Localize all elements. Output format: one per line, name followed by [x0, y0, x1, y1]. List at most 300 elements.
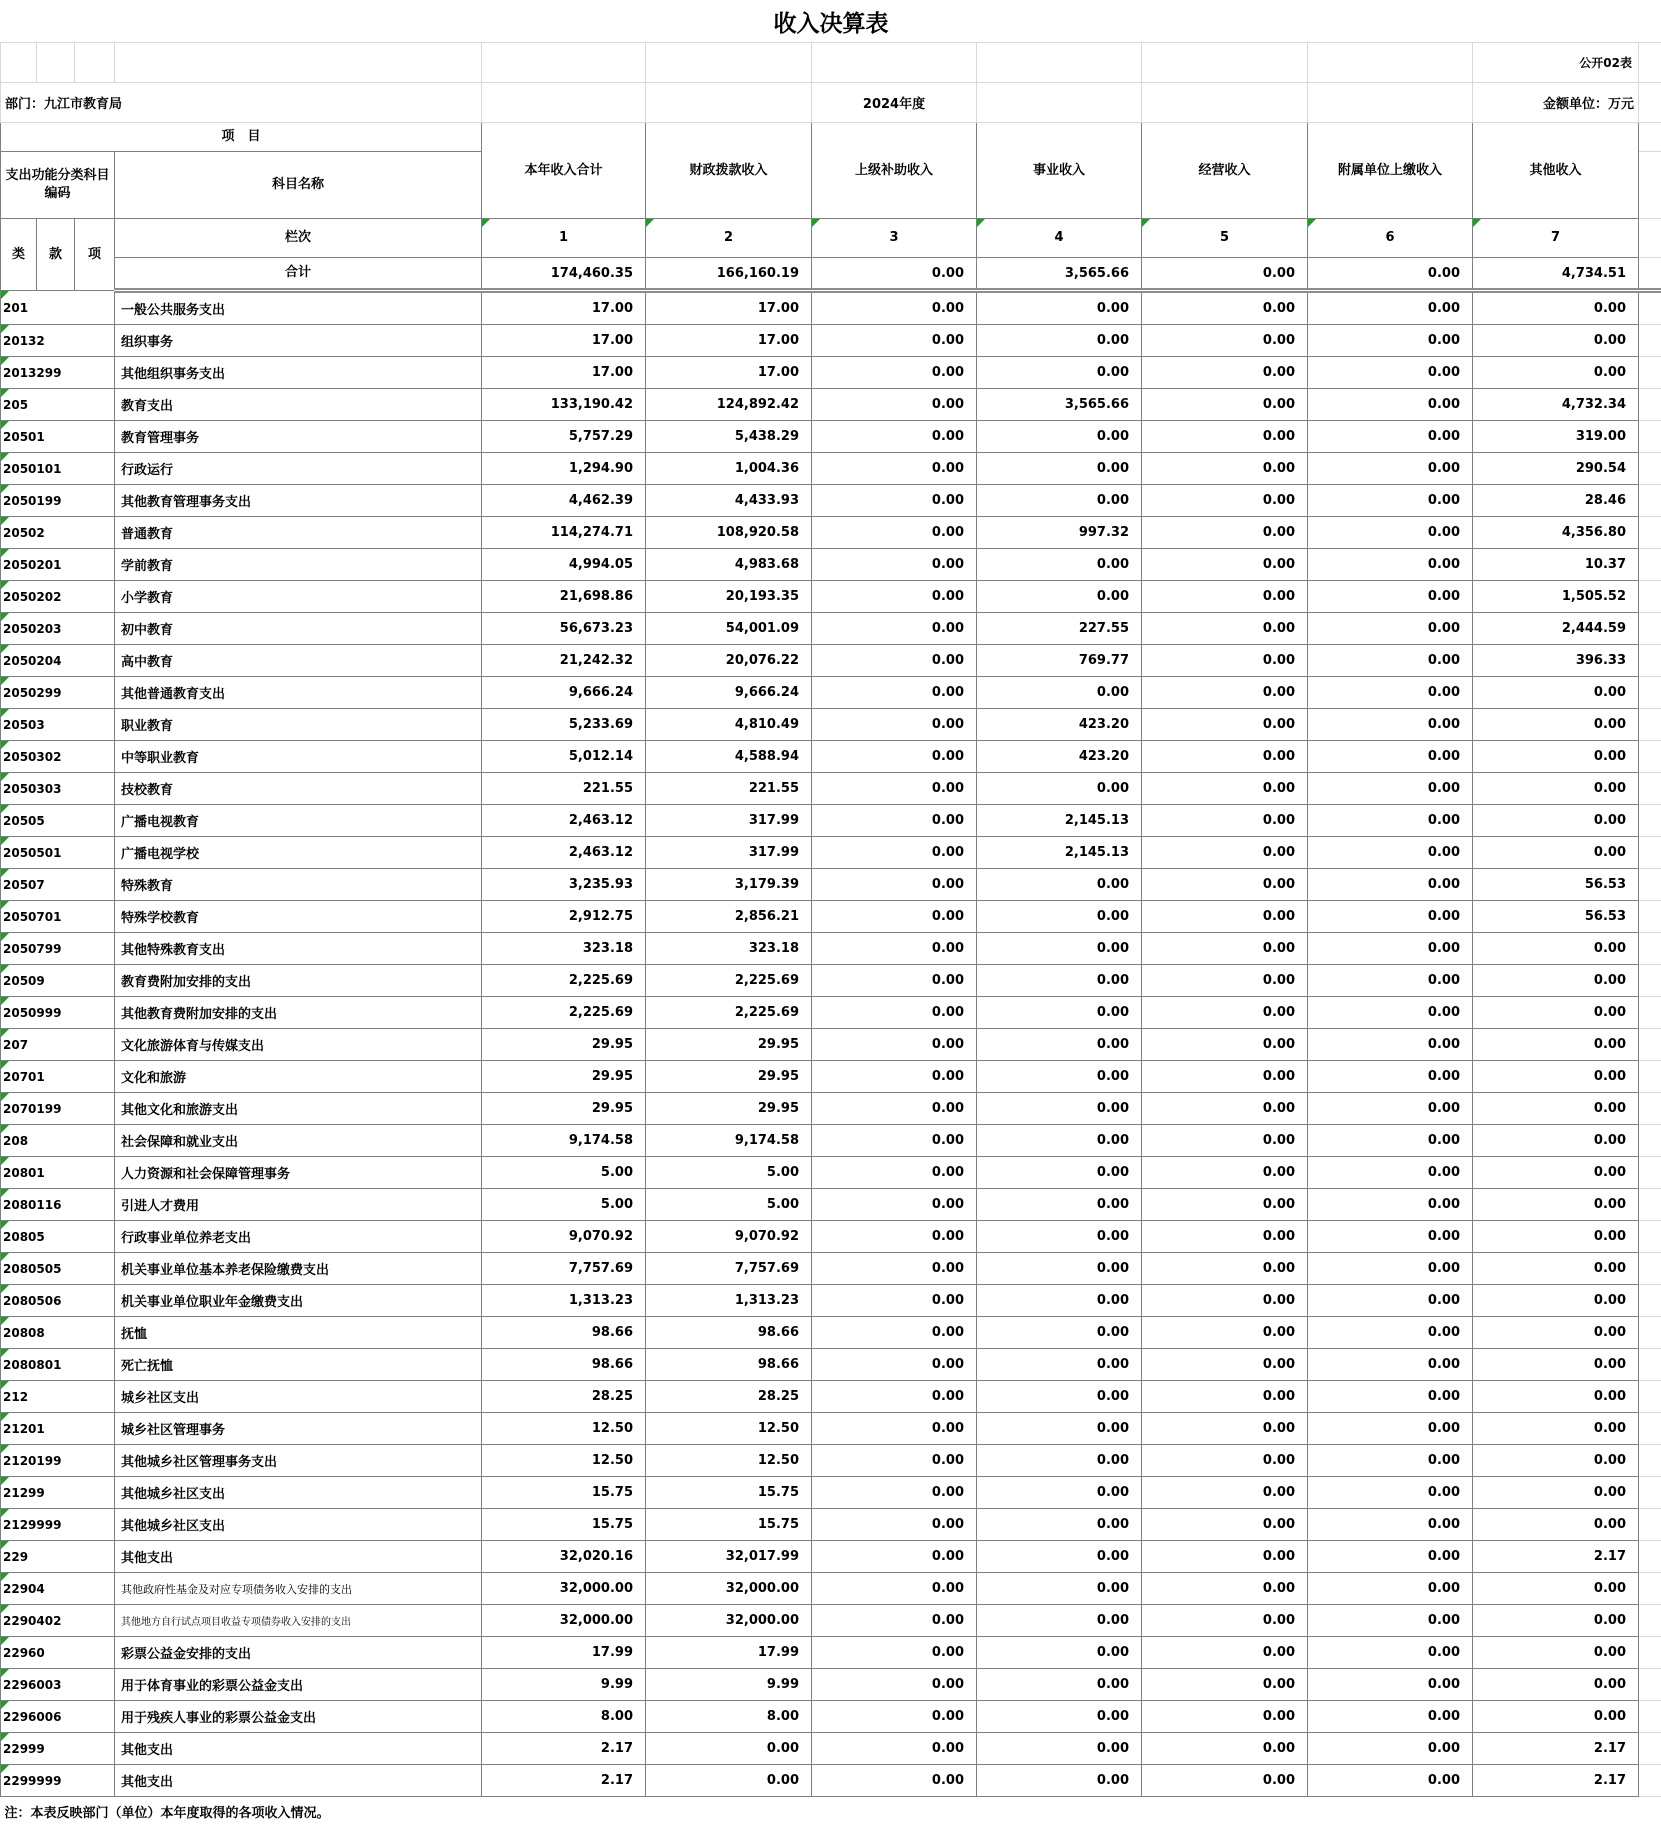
row-value-cell[interactable]: 0.00: [812, 1509, 977, 1541]
row-name-cell[interactable]: 其他教育管理事务支出: [115, 485, 482, 517]
row-value-cell[interactable]: 0.00: [977, 1413, 1142, 1445]
row-code-cell[interactable]: 2050204: [1, 645, 115, 677]
row-value-cell[interactable]: 0.00: [1142, 1541, 1308, 1573]
row-value-cell[interactable]: 0.00: [1473, 1573, 1639, 1605]
row-code-cell[interactable]: 20502: [1, 517, 115, 549]
row-value-cell[interactable]: 0.00: [1308, 1061, 1473, 1093]
row-value-cell[interactable]: 0.00: [1473, 357, 1639, 389]
tail-cell[interactable]: [1639, 485, 1661, 517]
tail-cell[interactable]: [1639, 1253, 1661, 1285]
row-value-cell[interactable]: 0.00: [977, 933, 1142, 965]
row-value-cell[interactable]: 2,225.69: [646, 997, 812, 1029]
row-value-cell[interactable]: 4,433.93: [646, 485, 812, 517]
row-value-cell[interactable]: 0.00: [977, 1573, 1142, 1605]
row-value-cell[interactable]: 0.00: [1308, 389, 1473, 421]
row-value-cell[interactable]: 0.00: [1308, 997, 1473, 1029]
tail-cell[interactable]: [1639, 805, 1661, 837]
column-header-affiliated-remitted[interactable]: 附属单位上缴收入: [1308, 123, 1473, 219]
tail-cell[interactable]: [1639, 1445, 1661, 1477]
row-value-cell[interactable]: 0.00: [1473, 773, 1639, 805]
row-value-cell[interactable]: 17.00: [646, 291, 812, 325]
row-value-cell[interactable]: 0.00: [1308, 1189, 1473, 1221]
row-code-cell[interactable]: 20132: [1, 325, 115, 357]
row-value-cell[interactable]: 0.00: [812, 453, 977, 485]
row-value-cell[interactable]: 17.99: [482, 1637, 646, 1669]
row-value-cell[interactable]: 2,856.21: [646, 901, 812, 933]
row-value-cell[interactable]: 0.00: [812, 1253, 977, 1285]
row-code-cell[interactable]: 2050799: [1, 933, 115, 965]
column-number-4[interactable]: 4: [977, 219, 1142, 258]
row-value-cell[interactable]: 17.00: [646, 357, 812, 389]
tail-cell[interactable]: [1639, 1093, 1661, 1125]
row-value-cell[interactable]: 0.00: [1308, 517, 1473, 549]
row-value-cell[interactable]: 32,000.00: [646, 1573, 812, 1605]
total-value-cell[interactable]: 0.00: [812, 258, 977, 291]
row-value-cell[interactable]: 0.00: [1308, 805, 1473, 837]
row-name-cell[interactable]: 彩票公益金安排的支出: [115, 1637, 482, 1669]
row-code-cell[interactable]: 2050701: [1, 901, 115, 933]
row-value-cell[interactable]: 0.00: [1142, 1733, 1308, 1765]
row-value-cell[interactable]: 0.00: [977, 485, 1142, 517]
row-value-cell[interactable]: 0.00: [812, 869, 977, 901]
row-value-cell[interactable]: 0.00: [977, 1765, 1142, 1797]
total-value-cell[interactable]: 4,734.51: [1473, 258, 1639, 291]
row-name-cell[interactable]: 其他支出: [115, 1765, 482, 1797]
row-value-cell[interactable]: 0.00: [1308, 1157, 1473, 1189]
row-value-cell[interactable]: 0.00: [977, 1605, 1142, 1637]
form-code-label[interactable]: 公开02表: [1473, 43, 1639, 83]
tail-cell[interactable]: [1639, 1285, 1661, 1317]
row-value-cell[interactable]: 0.00: [812, 485, 977, 517]
row-value-cell[interactable]: 2,225.69: [646, 965, 812, 997]
row-name-cell[interactable]: 小学教育: [115, 581, 482, 613]
row-value-cell[interactable]: 0.00: [812, 1765, 977, 1797]
tail-cell[interactable]: [1639, 1541, 1661, 1573]
row-value-cell[interactable]: 0.00: [812, 1413, 977, 1445]
row-value-cell[interactable]: 0.00: [812, 1285, 977, 1317]
row-code-cell[interactable]: 20801: [1, 1157, 115, 1189]
empty-cell[interactable]: [1, 43, 37, 83]
row-value-cell[interactable]: 0.00: [977, 1189, 1142, 1221]
row-value-cell[interactable]: 0.00: [1142, 1573, 1308, 1605]
department-label[interactable]: 部门：九江市教育局: [1, 83, 482, 123]
row-name-cell[interactable]: 机关事业单位基本养老保险缴费支出: [115, 1253, 482, 1285]
row-value-cell[interactable]: 2,463.12: [482, 837, 646, 869]
row-value-cell[interactable]: 5,233.69: [482, 709, 646, 741]
row-value-cell[interactable]: 423.20: [977, 741, 1142, 773]
row-value-cell[interactable]: 0.00: [1142, 581, 1308, 613]
row-value-cell[interactable]: 29.95: [482, 1061, 646, 1093]
row-value-cell[interactable]: 3,235.93: [482, 869, 646, 901]
row-value-cell[interactable]: 0.00: [812, 1125, 977, 1157]
row-value-cell[interactable]: 0.00: [1142, 325, 1308, 357]
row-value-cell[interactable]: 0.00: [1473, 837, 1639, 869]
tail-cell[interactable]: [1639, 517, 1661, 549]
row-value-cell[interactable]: 227.55: [977, 613, 1142, 645]
row-value-cell[interactable]: 0.00: [1308, 453, 1473, 485]
row-name-cell[interactable]: 死亡抚恤: [115, 1349, 482, 1381]
empty-cell[interactable]: [75, 43, 115, 83]
row-value-cell[interactable]: 0.00: [1473, 997, 1639, 1029]
item-group-header[interactable]: 项 目: [1, 123, 482, 152]
row-value-cell[interactable]: 0.00: [812, 1733, 977, 1765]
row-value-cell[interactable]: 0.00: [1308, 1669, 1473, 1701]
row-value-cell[interactable]: 0.00: [812, 837, 977, 869]
row-name-cell[interactable]: 特殊学校教育: [115, 901, 482, 933]
row-value-cell[interactable]: 0.00: [977, 1285, 1142, 1317]
row-code-cell[interactable]: 20505: [1, 805, 115, 837]
row-value-cell[interactable]: 32,000.00: [482, 1605, 646, 1637]
empty-cell[interactable]: [115, 43, 482, 83]
row-code-cell[interactable]: 2120199: [1, 1445, 115, 1477]
row-value-cell[interactable]: 0.00: [1308, 741, 1473, 773]
row-value-cell[interactable]: 0.00: [1308, 1221, 1473, 1253]
row-value-cell[interactable]: 0.00: [1142, 837, 1308, 869]
row-value-cell[interactable]: 0.00: [1142, 549, 1308, 581]
tail-cell[interactable]: [1639, 1221, 1661, 1253]
row-value-cell[interactable]: 9,070.92: [482, 1221, 646, 1253]
row-value-cell[interactable]: 0.00: [1473, 1445, 1639, 1477]
tail-cell[interactable]: [1639, 421, 1661, 453]
row-value-cell[interactable]: 0.00: [1308, 869, 1473, 901]
row-value-cell[interactable]: 12.50: [646, 1445, 812, 1477]
row-value-cell[interactable]: 1,505.52: [1473, 581, 1639, 613]
row-name-cell[interactable]: 行政事业单位养老支出: [115, 1221, 482, 1253]
row-value-cell[interactable]: 98.66: [646, 1317, 812, 1349]
row-value-cell[interactable]: 4,810.49: [646, 709, 812, 741]
row-value-cell[interactable]: 0.00: [1142, 1701, 1308, 1733]
empty-cell[interactable]: [482, 43, 646, 83]
row-value-cell[interactable]: 0.00: [977, 1317, 1142, 1349]
tail-cell[interactable]: [1639, 837, 1661, 869]
subject-name-header[interactable]: 科目名称: [115, 152, 482, 219]
tail-cell[interactable]: [1639, 1637, 1661, 1669]
row-name-cell[interactable]: 教育费附加安排的支出: [115, 965, 482, 997]
row-value-cell[interactable]: 0.00: [1142, 645, 1308, 677]
row-name-cell[interactable]: 教育管理事务: [115, 421, 482, 453]
row-name-cell[interactable]: 其他地方自行试点项目收益专项债券收入安排的支出: [115, 1605, 482, 1637]
row-value-cell[interactable]: 8.00: [646, 1701, 812, 1733]
row-value-cell[interactable]: 4,732.34: [1473, 389, 1639, 421]
row-value-cell[interactable]: 1,313.23: [646, 1285, 812, 1317]
row-code-cell[interactable]: 201: [1, 291, 115, 325]
row-value-cell[interactable]: 0.00: [812, 1541, 977, 1573]
row-value-cell[interactable]: 4,588.94: [646, 741, 812, 773]
total-label[interactable]: 合计: [115, 258, 482, 291]
row-value-cell[interactable]: 8.00: [482, 1701, 646, 1733]
row-name-cell[interactable]: 其他特殊教育支出: [115, 933, 482, 965]
row-name-cell[interactable]: 其他城乡社区支出: [115, 1477, 482, 1509]
tail-cell[interactable]: [1639, 1381, 1661, 1413]
row-value-cell[interactable]: 5,438.29: [646, 421, 812, 453]
row-value-cell[interactable]: 423.20: [977, 709, 1142, 741]
row-value-cell[interactable]: 32,000.00: [482, 1573, 646, 1605]
row-code-cell[interactable]: 212: [1, 1381, 115, 1413]
row-code-cell[interactable]: 20501: [1, 421, 115, 453]
row-value-cell[interactable]: 0.00: [1308, 485, 1473, 517]
tail-cell[interactable]: [1639, 677, 1661, 709]
row-value-cell[interactable]: 1,313.23: [482, 1285, 646, 1317]
row-value-cell[interactable]: 0.00: [1473, 1381, 1639, 1413]
row-value-cell[interactable]: 0.00: [812, 997, 977, 1029]
row-value-cell[interactable]: 32,000.00: [646, 1605, 812, 1637]
row-code-cell[interactable]: 2050101: [1, 453, 115, 485]
row-value-cell[interactable]: 0.00: [1473, 741, 1639, 773]
row-value-cell[interactable]: 0.00: [1308, 357, 1473, 389]
row-value-cell[interactable]: 0.00: [977, 1093, 1142, 1125]
row-value-cell[interactable]: 290.54: [1473, 453, 1639, 485]
column-header-total-income[interactable]: 本年收入合计: [482, 123, 646, 219]
row-code-cell[interactable]: 21201: [1, 1413, 115, 1445]
row-value-cell[interactable]: 0.00: [1142, 291, 1308, 325]
row-name-cell[interactable]: 抚恤: [115, 1317, 482, 1349]
row-value-cell[interactable]: 0.00: [812, 773, 977, 805]
tail-cell[interactable]: [1639, 1477, 1661, 1509]
row-name-cell[interactable]: 其他文化和旅游支出: [115, 1093, 482, 1125]
row-value-cell[interactable]: 0.00: [1142, 933, 1308, 965]
code-sub-xiang[interactable]: 项: [75, 219, 115, 291]
row-value-cell[interactable]: 0.00: [1142, 677, 1308, 709]
row-value-cell[interactable]: 0.00: [1142, 869, 1308, 901]
tail-cell[interactable]: [1639, 773, 1661, 805]
row-value-cell[interactable]: 0.00: [1142, 1221, 1308, 1253]
column-header-fiscal-appropriation[interactable]: 财政拨款收入: [646, 123, 812, 219]
row-value-cell[interactable]: 0.00: [1142, 357, 1308, 389]
empty-cell[interactable]: [646, 83, 812, 123]
row-value-cell[interactable]: 0.00: [1473, 1605, 1639, 1637]
row-value-cell[interactable]: 0.00: [812, 645, 977, 677]
empty-cell[interactable]: [1639, 43, 1661, 83]
row-value-cell[interactable]: 12.50: [482, 1413, 646, 1445]
row-value-cell[interactable]: 0.00: [1142, 1157, 1308, 1189]
tail-cell[interactable]: [1639, 1765, 1661, 1797]
row-value-cell[interactable]: 0.00: [1473, 1029, 1639, 1061]
row-value-cell[interactable]: 10.37: [1473, 549, 1639, 581]
row-value-cell[interactable]: 997.32: [977, 517, 1142, 549]
tail-cell[interactable]: [1639, 645, 1661, 677]
row-value-cell[interactable]: 0.00: [1473, 1349, 1639, 1381]
row-name-cell[interactable]: 教育支出: [115, 389, 482, 421]
row-value-cell[interactable]: 28.25: [482, 1381, 646, 1413]
row-name-cell[interactable]: 文化和旅游: [115, 1061, 482, 1093]
row-name-cell[interactable]: 广播电视教育: [115, 805, 482, 837]
row-code-cell[interactable]: 2050501: [1, 837, 115, 869]
row-value-cell[interactable]: 0.00: [1142, 709, 1308, 741]
row-value-cell[interactable]: 0.00: [1473, 1221, 1639, 1253]
row-value-cell[interactable]: 17.00: [646, 325, 812, 357]
row-value-cell[interactable]: 17.00: [482, 291, 646, 325]
tail-cell[interactable]: [1639, 709, 1661, 741]
row-value-cell[interactable]: 396.33: [1473, 645, 1639, 677]
row-value-cell[interactable]: 0.00: [1142, 1509, 1308, 1541]
empty-cell[interactable]: [646, 43, 812, 83]
row-name-cell[interactable]: 文化旅游体育与传媒支出: [115, 1029, 482, 1061]
row-code-cell[interactable]: 208: [1, 1125, 115, 1157]
code-column-header[interactable]: 支出功能分类科目编码: [1, 152, 115, 219]
row-value-cell[interactable]: 1,004.36: [646, 453, 812, 485]
row-value-cell[interactable]: 0.00: [812, 1669, 977, 1701]
row-value-cell[interactable]: 0.00: [812, 805, 977, 837]
row-value-cell[interactable]: 0.00: [977, 1509, 1142, 1541]
row-value-cell[interactable]: 0.00: [812, 1189, 977, 1221]
row-name-cell[interactable]: 机关事业单位职业年金缴费支出: [115, 1285, 482, 1317]
row-name-cell[interactable]: 一般公共服务支出: [115, 291, 482, 325]
row-code-cell[interactable]: 2080505: [1, 1253, 115, 1285]
row-value-cell[interactable]: 56.53: [1473, 869, 1639, 901]
row-value-cell[interactable]: 98.66: [646, 1349, 812, 1381]
row-value-cell[interactable]: 0.00: [1308, 1381, 1473, 1413]
row-value-cell[interactable]: 29.95: [646, 1093, 812, 1125]
row-value-cell[interactable]: 9,174.58: [482, 1125, 646, 1157]
row-value-cell[interactable]: 2,463.12: [482, 805, 646, 837]
row-name-cell[interactable]: 用于残疾人事业的彩票公益金支出: [115, 1701, 482, 1733]
row-value-cell[interactable]: 0.00: [812, 549, 977, 581]
row-value-cell[interactable]: 317.99: [646, 837, 812, 869]
row-value-cell[interactable]: 0.00: [1308, 325, 1473, 357]
row-value-cell[interactable]: 0.00: [1473, 1285, 1639, 1317]
row-value-cell[interactable]: 0.00: [1142, 1445, 1308, 1477]
row-value-cell[interactable]: 54,001.09: [646, 613, 812, 645]
row-value-cell[interactable]: 0.00: [1308, 645, 1473, 677]
row-value-cell[interactable]: 0.00: [1308, 1573, 1473, 1605]
row-value-cell[interactable]: 0.00: [1142, 389, 1308, 421]
row-value-cell[interactable]: 28.46: [1473, 485, 1639, 517]
row-value-cell[interactable]: 98.66: [482, 1317, 646, 1349]
row-value-cell[interactable]: 0.00: [977, 421, 1142, 453]
row-value-cell[interactable]: 0.00: [1142, 901, 1308, 933]
row-value-cell[interactable]: 28.25: [646, 1381, 812, 1413]
row-name-cell[interactable]: 初中教育: [115, 613, 482, 645]
row-value-cell[interactable]: 0.00: [1473, 1157, 1639, 1189]
code-sub-kuan[interactable]: 款: [37, 219, 75, 291]
row-value-cell[interactable]: 0.00: [812, 389, 977, 421]
row-value-cell[interactable]: 0.00: [1142, 741, 1308, 773]
row-value-cell[interactable]: 4,983.68: [646, 549, 812, 581]
row-value-cell[interactable]: 98.66: [482, 1349, 646, 1381]
year-label[interactable]: 2024年度: [812, 83, 977, 123]
row-value-cell[interactable]: 0.00: [1308, 1445, 1473, 1477]
row-value-cell[interactable]: 0.00: [1308, 1765, 1473, 1797]
row-value-cell[interactable]: 0.00: [812, 1445, 977, 1477]
row-value-cell[interactable]: 0.00: [812, 421, 977, 453]
row-code-cell[interactable]: 2050199: [1, 485, 115, 517]
tail-cell[interactable]: [1639, 258, 1661, 291]
row-code-cell[interactable]: 2080116: [1, 1189, 115, 1221]
row-code-cell[interactable]: 21299: [1, 1477, 115, 1509]
code-sub-lei[interactable]: 类: [1, 219, 37, 291]
row-value-cell[interactable]: 0.00: [1308, 901, 1473, 933]
tail-cell[interactable]: [1639, 1189, 1661, 1221]
row-code-cell[interactable]: 2129999: [1, 1509, 115, 1541]
row-value-cell[interactable]: 0.00: [1142, 1349, 1308, 1381]
row-value-cell[interactable]: 2,444.59: [1473, 613, 1639, 645]
row-value-cell[interactable]: 0.00: [812, 1701, 977, 1733]
row-value-cell[interactable]: 0.00: [1308, 1637, 1473, 1669]
row-value-cell[interactable]: 15.75: [482, 1509, 646, 1541]
column-header-business-income[interactable]: 事业收入: [977, 123, 1142, 219]
row-value-cell[interactable]: 0.00: [1308, 1541, 1473, 1573]
row-value-cell[interactable]: 9,666.24: [646, 677, 812, 709]
row-value-cell[interactable]: 0.00: [977, 1637, 1142, 1669]
row-value-cell[interactable]: 0.00: [977, 1701, 1142, 1733]
tail-cell[interactable]: [1639, 1029, 1661, 1061]
row-value-cell[interactable]: 0.00: [977, 1669, 1142, 1701]
row-value-cell[interactable]: 7,757.69: [482, 1253, 646, 1285]
row-value-cell[interactable]: 0.00: [1142, 1765, 1308, 1797]
row-value-cell[interactable]: 0.00: [812, 357, 977, 389]
row-value-cell[interactable]: 2.17: [482, 1765, 646, 1797]
row-index-label[interactable]: 栏次: [115, 219, 482, 258]
row-value-cell[interactable]: 0.00: [1473, 709, 1639, 741]
row-code-cell[interactable]: 2050202: [1, 581, 115, 613]
column-number-1[interactable]: 1: [482, 219, 646, 258]
total-value-cell[interactable]: 0.00: [1308, 258, 1473, 291]
row-name-cell[interactable]: 中等职业教育: [115, 741, 482, 773]
tail-cell[interactable]: [1639, 389, 1661, 421]
tail-cell[interactable]: [1639, 123, 1661, 152]
row-value-cell[interactable]: 0.00: [1142, 997, 1308, 1029]
row-value-cell[interactable]: 5.00: [646, 1189, 812, 1221]
row-name-cell[interactable]: 行政运行: [115, 453, 482, 485]
row-name-cell[interactable]: 职业教育: [115, 709, 482, 741]
row-value-cell[interactable]: 0.00: [812, 613, 977, 645]
row-name-cell[interactable]: 城乡社区支出: [115, 1381, 482, 1413]
row-value-cell[interactable]: 56,673.23: [482, 613, 646, 645]
row-name-cell[interactable]: 用于体育事业的彩票公益金支出: [115, 1669, 482, 1701]
tail-cell[interactable]: [1639, 1573, 1661, 1605]
empty-cell[interactable]: [1142, 83, 1308, 123]
row-value-cell[interactable]: 0.00: [812, 1061, 977, 1093]
total-value-cell[interactable]: 166,160.19: [646, 258, 812, 291]
row-name-cell[interactable]: 其他政府性基金及对应专项债务收入安排的支出: [115, 1573, 482, 1605]
row-value-cell[interactable]: 221.55: [482, 773, 646, 805]
total-value-cell[interactable]: 3,565.66: [977, 258, 1142, 291]
column-number-5[interactable]: 5: [1142, 219, 1308, 258]
row-value-cell[interactable]: 0.00: [1473, 1125, 1639, 1157]
row-code-cell[interactable]: 2296003: [1, 1669, 115, 1701]
column-header-other-income[interactable]: 其他收入: [1473, 123, 1639, 219]
row-value-cell[interactable]: 0.00: [1308, 933, 1473, 965]
row-value-cell[interactable]: 32,020.16: [482, 1541, 646, 1573]
row-value-cell[interactable]: 21,242.32: [482, 645, 646, 677]
row-value-cell[interactable]: 29.95: [646, 1061, 812, 1093]
row-value-cell[interactable]: 0.00: [1473, 291, 1639, 325]
row-value-cell[interactable]: 0.00: [977, 1061, 1142, 1093]
row-value-cell[interactable]: 0.00: [812, 291, 977, 325]
row-value-cell[interactable]: 0.00: [1308, 773, 1473, 805]
tail-cell[interactable]: [1639, 325, 1661, 357]
row-value-cell[interactable]: 0.00: [1473, 1637, 1639, 1669]
row-value-cell[interactable]: 0.00: [977, 1125, 1142, 1157]
row-value-cell[interactable]: 0.00: [1142, 1285, 1308, 1317]
row-value-cell[interactable]: 769.77: [977, 645, 1142, 677]
row-value-cell[interactable]: 0.00: [1308, 709, 1473, 741]
row-value-cell[interactable]: 0.00: [1308, 1349, 1473, 1381]
tail-cell[interactable]: [1639, 453, 1661, 485]
row-name-cell[interactable]: 普通教育: [115, 517, 482, 549]
row-name-cell[interactable]: 其他教育费附加安排的支出: [115, 997, 482, 1029]
row-value-cell[interactable]: 4,462.39: [482, 485, 646, 517]
row-value-cell[interactable]: 0.00: [1308, 421, 1473, 453]
row-value-cell[interactable]: 323.18: [646, 933, 812, 965]
row-value-cell[interactable]: 17.00: [482, 357, 646, 389]
total-value-cell[interactable]: 174,460.35: [482, 258, 646, 291]
row-code-cell[interactable]: 2050999: [1, 997, 115, 1029]
row-value-cell[interactable]: 0.00: [812, 1477, 977, 1509]
tail-cell[interactable]: [1639, 933, 1661, 965]
row-value-cell[interactable]: 15.75: [482, 1477, 646, 1509]
row-value-cell[interactable]: 323.18: [482, 933, 646, 965]
